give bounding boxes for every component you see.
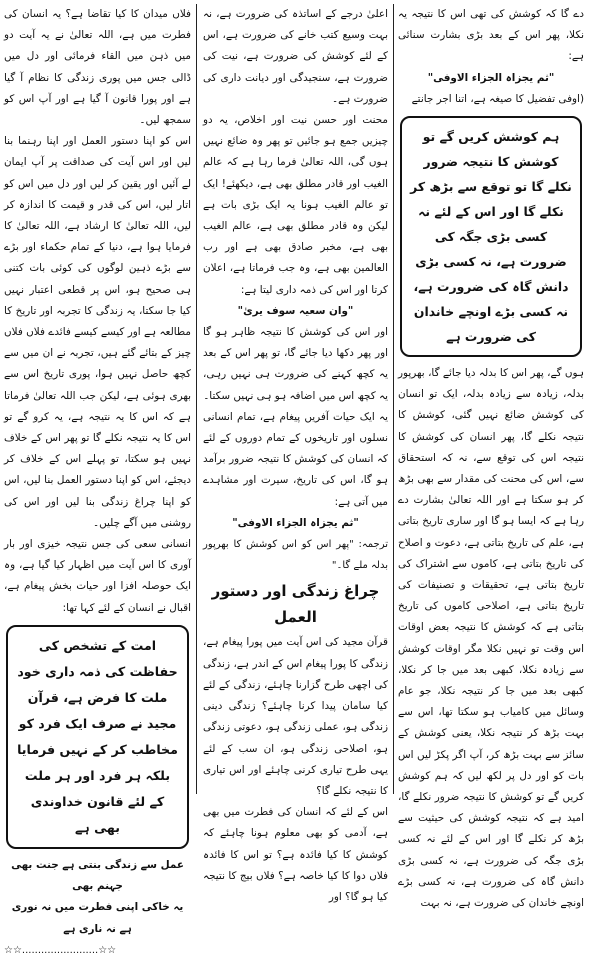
paragraph: دے گا کہ کوشش کی تھی اس کا نتیجہ یہ نکلا، پھر اس کے بعد بڑی بشارت سنائی ہے: — [398, 8, 584, 63]
paragraph: محنت اور حسن نیت اور اخلاص، یہ دو چیزیں جمع ہو جائیں تو پھر وہ ضائع نہیں ہوں گی، اللہ تعالیٰ فرما رہا ہے کہ عالم الغیب اور قادر مطلق بھی ہے، دیکھئے! ایک تو عالم الغیب ہونا یہ ایک بڑی بات ہے لیکن وہ قادر مطلق بھی ہے، عالم الغیب بھی ہے، مخبر صادق بھی ہے اور رب العالمین بھی ہے، وہ جب فرماتا ہے، اعلان کرتا اور اس کی ذمہ داری لیتا ہے: — [203, 114, 388, 296]
article-column-middle — [203, 4, 388, 903]
paragraph: انسانی سعی کی جس نتیجہ خیزی اور بار آوری کا اس آیت میں اظہار کیا گیا ہے، وہ ایک حوصلہ افزا اور حیات بخش پیغام ہے، اقبال نے انسان کے لئے کہا تھا: — [4, 538, 191, 614]
quran-verse: "ثم یجزاہ الجزاء الاوفی" — [427, 71, 555, 84]
poem-line: یہ خاکی اپنی فطرت میں نہ نوری ہے نہ ناری ہے — [11, 901, 184, 935]
quran-verse: "ثم یجزاہ الجزاء الاوفی" — [232, 516, 359, 529]
stars-ornament: ☆☆........................☆☆ — [4, 944, 117, 956]
article-column-right — [398, 4, 584, 910]
paragraph: اور اس کی کوشش کا نتیجہ ظاہر ہو گا اور پھر دکھا دیا جائے گا، تو پھر اس کے بعد یہ کچھ کہنے کی ضرورت ہی نہیں رہی، یہ کچھ اس میں اضافہ ہو ہی نہیں سکتا۔ — [203, 326, 388, 402]
paragraph: اس کے لئے کہ انسان کی فطرت میں بھی ہے، آدمی کو بھی معلوم ہونا چاہئے کہ کوشش کا کیا فائدہ ہے؟ تو اس کا فائدہ فلاں دوا کا کیا خاصہ ہے؟ فلاں بیج کا نتیجہ کیا ہو گا؟ اور — [203, 806, 388, 903]
paragraph: یہ ایک حیات آفریں پیغام ہے، تمام انسانی نسلوں اور تاریخوں کے تمام دوروں کے لئے کہ انسان کی کوشش کا نتیجہ ضرور برآمد ہو گا، اس کی تاریخ، سیرت اور مشاہدے میں آتی ہے: — [203, 410, 388, 508]
quran-verse: "وان سعیہ سوف یریٰ" — [237, 304, 354, 317]
paragraph: اس کو اپنا دستور العمل اور اپنا رہنما بنا لیں اور اس آیت کی صداقت پر آپ ایمان لے آئیں اور یقین کر لیں اور دل میں اس کو اتار لیں، اس کی قدر و قیمت کا اندازہ کر لیں، اللہ تعالیٰ کا ارشاد ہے، اللہ تعالیٰ کا فرمایا ہوا ہے، دنیا کے تمام حکماء اور بڑے سے بڑے ذہین لوگوں کی کوئی بات کتنی ہی صحیح ہو، اس پر قطعی اعتبار نہیں کیا جا سکتا، یہ زندگی کا تجربہ اور تاریخ کا مطالعہ ہے اور کیسے کیسے فائدے فلاں فلاں چیز کے بتائے گئے ہیں، تجربہ نے ان میں سے کچھ حاصل نہیں ہوا، پوری تاریخ اس سے بھری ہوئی ہے، لیکن جب اللہ تعالیٰ فرماتا ہے کہ اس کا یہ نتیجہ ہے، یہ کرو گے تو اس کا یہ نتیجہ نکلے گا تو پھر اس کے خلاف نہیں ہو سکتا، تو پہلے اس کے خلاف کر دیجئے، اس کو اپنا دستور العمل بنا لیں، اس کو اپنا چراغ زندگی بنا لیں اور اس کی روشنی میں آگے چلیں۔ — [4, 135, 191, 529]
paragraph: (اوفی تفضیل کا صیغہ ہے، اتنا اجر جانتے — [411, 92, 584, 105]
paragraph: ہوں گے، پھر اس کا بدلہ دیا جائے گا، بھرپور بدلہ، زیادہ سے زیادہ بدلہ، ایک تو انسان کی کوشش ضائع نہیں گئی، کوشش کا نتیجہ نکلے گا، پھر انسان کی کوشش کا نتیجہ اس کی توقع سے، نہ کہ استحقاق سے، اس کی محنت کی مقدار سے بھی بڑھ کر ہو سکتا ہے اور اللہ تعالیٰ بشارت دے رہا ہے کہ ایسا ہو گا اور ساری تاریخ بتاتی ہے، علم کی تاریخ بتاتی ہے، دعوت و اصلاح کی تاریخ بتاتی ہے، کاموں سے اشتراک کی تاریخ بتاتی ہے، تحقیقات و تصنیفات کی تاریخ بتاتی ہے، اصلاحی کاموں کی تاریخ بتاتی ہے کہ کوشش کا نتیجہ بعض اوقات اس وقت تو نہیں نکلا مگر اوقات کوشش سے زیادہ نکلا، کبھی بعد میں جا کر نکلا، کبھی بعد میں جا کر نتیجہ نکلا، جو عام وسائل میں کامیاب ہو سکتا تھا، اس سے بہت بڑھ کر نتیجہ نکلا، یعنی کوشش کے سائز سے بہت بڑھ کر، آپ اگر پکڑ لیں اس بات کو اور دل پر لکھ لیں کہ ہم کوشش کریں گے تو کوشش کا نتیجہ ضرور نکلے گا، امید ہے کہ نتیجہ کوشش کی حیثیت سے بڑھ کر نکلے گا اور اس کے لئے نہ کسی بڑی جگہ کی ضرورت ہے، نہ کسی بڑی دانش گاہ کی ضرورت ہے، نہ کسی بڑے اونچے خاندان کی ضرورت ہے، نہ بہت — [398, 367, 584, 910]
paragraph: فلاں میدان کا کیا تقاضا ہے؟ یہ انسان کی فطرت میں ہے، اللہ تعالیٰ نے یہ آیت دو میں ذہن میں القاء فرمائی اور دل میں ڈالی جس میں پوری زندگی کا نظام آ گیا ہے اور پورا قانون آ گیا ہے اور آپ اس کو سمجھ لیں۔ — [4, 8, 191, 127]
verse-translation: ترجمہ: "پھر اس کو اس کوشش کا بھرپور بدلہ ملے گا۔" — [203, 539, 388, 572]
column-divider-left — [196, 4, 197, 794]
section-heading: چراغ زندگی اور دستور العمل — [211, 582, 380, 627]
column-divider-right — [393, 4, 394, 794]
article-column-left — [4, 4, 191, 956]
paragraph: اعلیٰ درجے کے اساتذہ کی ضرورت ہے، نہ بہت وسیع کتب خانے کی ضرورت ہے، اس کے لئے کوشش کی ضرورت ہے، نیت کی ضرورت ہے، سنجیدگی اور دیانت داری کی ضرورت ہے۔ — [203, 8, 388, 105]
pull-quote-box: ہم کوشش کریں گے تو کوشش کا نتیجہ ضرور نکلے گا تو توقع سے بڑھ کر نکلے گا اور اس کے لئے نہ کسی بڑی جگہ کی ضرورت ہے، نہ کسی بڑی دانش گاہ کی ضرورت ہے، نہ کسی بڑے اونچے خاندان کی ضرورت ہے — [400, 116, 582, 357]
highlight-box: امت کے تشخص کی حفاظت کی ذمہ داری خود ملت کا فرض ہے، قرآن مجید نے صرف ایک فرد کو مخاطب کر کے نہیں فرمایا بلکہ ہر فرد اور ہر ملت کے لئے قانون خداوندی بھی ہے — [6, 625, 189, 849]
poem-line: عمل سے زندگی بنتی ہے جنت بھی جہنم بھی — [11, 858, 184, 893]
paragraph: قرآن مجید کی اس آیت میں پورا پیغام ہے، زندگی کا پورا پیغام اس کے اندر ہے، زندگی کی اچھی طرح گزارنا چاہئے، زندگی کے لئے کیا سامان پیدا کرنا چاہئے؟ زندگی دینی زندگی ہو، عملی زندگی ہو، دعوتی زندگی ہو، اصلاحی زندگی ہو، ان سب کے لئے یہی طرح تیاری کرنی چاہئے اور اس تیاری کا نتیجہ نکلے گا؟ — [203, 636, 388, 797]
